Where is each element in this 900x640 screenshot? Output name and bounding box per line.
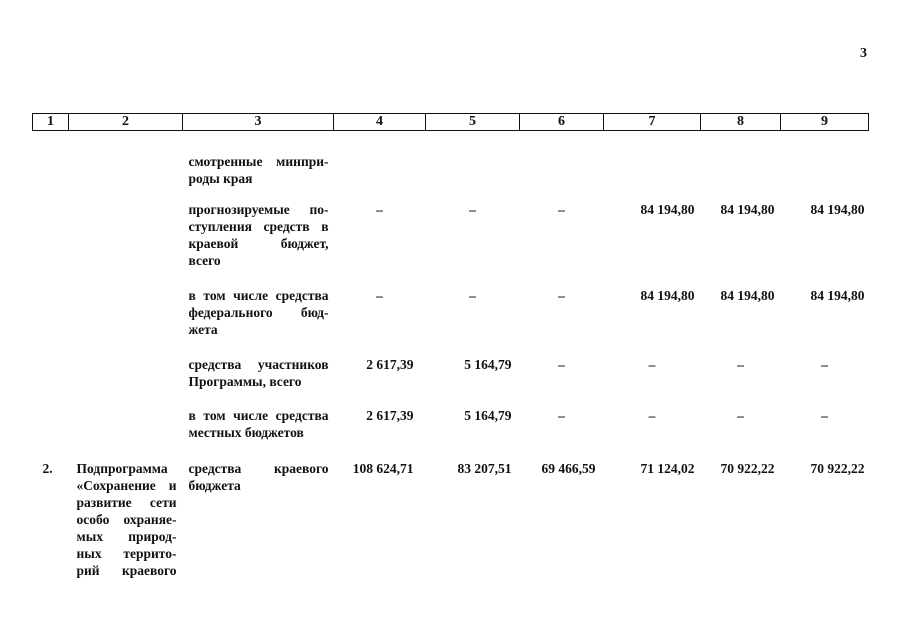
column-header-8: 8 — [701, 114, 781, 131]
budget-table — [32, 113, 869, 579]
value-cell: – — [376, 202, 383, 217]
table-row — [33, 407, 869, 460]
value-cell: 71 124,02 — [640, 461, 695, 476]
table-header — [33, 114, 869, 131]
table-row — [33, 131, 869, 202]
column-header-7: 7 — [604, 114, 701, 131]
table-row — [33, 356, 869, 407]
value-cell: 5 164,79 — [464, 408, 512, 423]
value-cell: – — [821, 357, 828, 372]
value-cell: – — [558, 408, 565, 423]
value-cell: – — [737, 408, 744, 423]
value-cell: 84 194,80 — [640, 202, 695, 217]
row-description: смотренные минпри- роды края — [188, 154, 329, 186]
row-description: в том числе средства федерального бюд- жета — [188, 288, 329, 337]
row-number: 2. — [42, 461, 53, 476]
value-cell: 70 922,22 — [720, 461, 775, 476]
table-row — [33, 460, 869, 579]
value-cell: 70 922,22 — [810, 461, 865, 476]
table-row — [33, 201, 869, 287]
value-cell: 84 194,80 — [810, 202, 865, 217]
value-cell: – — [469, 202, 476, 217]
value-cell: – — [821, 408, 828, 423]
column-header-4: 4 — [334, 114, 426, 131]
value-cell: 84 194,80 — [720, 288, 775, 303]
column-header-6: 6 — [520, 114, 604, 131]
row-description: прогнозируемые по- ступления средств в краевой бюджет, всего — [188, 202, 329, 268]
value-cell: – — [469, 288, 476, 303]
value-cell: 84 194,80 — [720, 202, 775, 217]
row-description: в том числе средства местных бюджетов — [188, 408, 329, 440]
value-cell: – — [648, 357, 656, 372]
value-cell: 2 617,39 — [366, 408, 414, 423]
row-description: средства участников Программы, всего — [188, 357, 329, 389]
value-cell: 2 617,39 — [366, 357, 414, 372]
subprogram-title: Подпрограмма «Сохранение и развитие сети особо охраняе- мых природ- ных террито- рий краевого — [76, 461, 177, 578]
column-header-2: 2 — [69, 114, 183, 131]
value-cell: 69 466,59 — [541, 461, 596, 476]
column-header-3: 3 — [183, 114, 334, 131]
value-cell: – — [558, 202, 565, 217]
value-cell: – — [376, 288, 383, 303]
value-cell: – — [558, 357, 565, 372]
row-description: средства краевого бюджета — [188, 461, 329, 493]
column-header-1: 1 — [33, 114, 69, 131]
value-cell: – — [558, 288, 565, 303]
table-row — [33, 287, 869, 356]
value-cell: 84 194,80 — [640, 288, 695, 303]
header-row — [33, 114, 869, 131]
value-cell: – — [737, 357, 744, 372]
column-header-9: 9 — [781, 114, 869, 131]
page-number: 3 — [860, 46, 867, 61]
value-cell: 108 624,71 — [352, 461, 414, 476]
value-cell: 5 164,79 — [464, 357, 512, 372]
value-cell: – — [648, 408, 656, 423]
column-header-5: 5 — [426, 114, 520, 131]
value-cell: 84 194,80 — [810, 288, 865, 303]
value-cell: 83 207,51 — [457, 461, 512, 476]
